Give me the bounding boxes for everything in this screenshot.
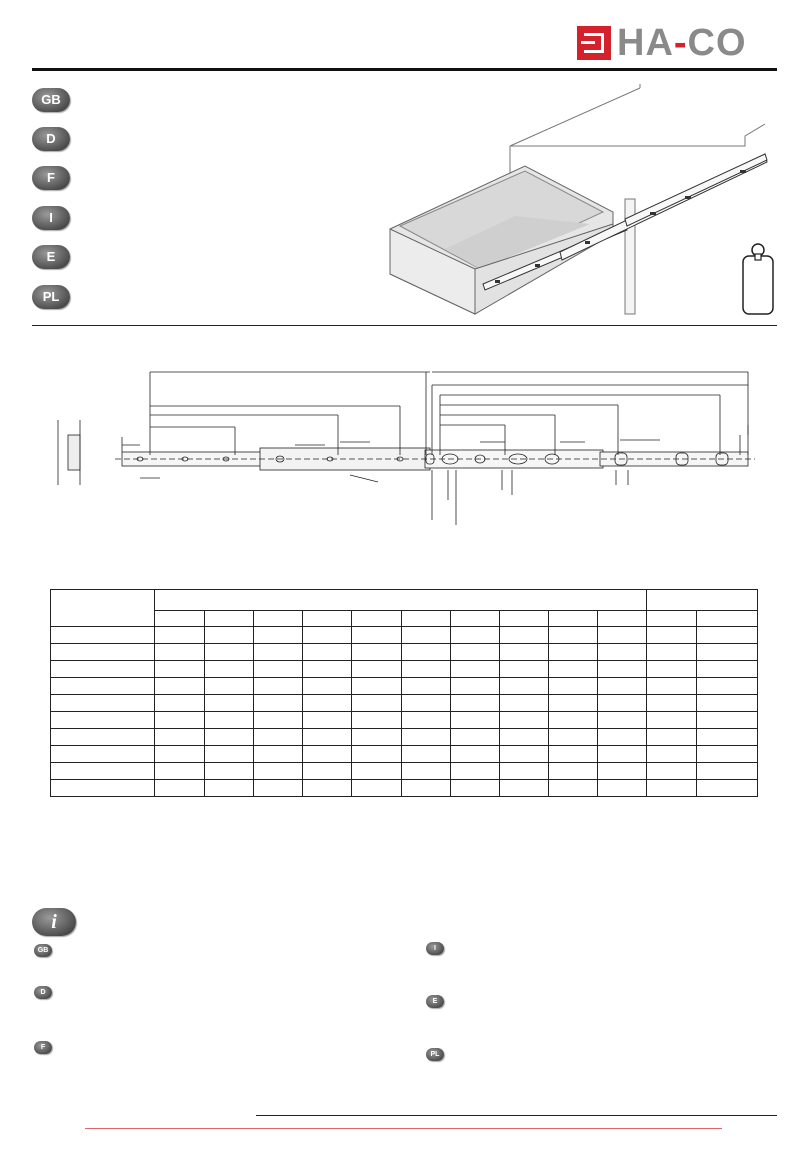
table-cell bbox=[500, 746, 549, 763]
table-cell bbox=[697, 729, 758, 746]
table-cell bbox=[254, 746, 303, 763]
table-cell bbox=[549, 729, 598, 746]
slide-technical-drawing bbox=[40, 360, 770, 530]
table-row bbox=[51, 746, 758, 763]
table-cell bbox=[451, 780, 500, 797]
table-cell bbox=[352, 661, 402, 678]
info-badge-d: D bbox=[34, 986, 52, 999]
table-cell bbox=[303, 678, 352, 695]
table-cell bbox=[451, 729, 500, 746]
table-cell bbox=[303, 763, 352, 780]
lang-badge-e: E bbox=[32, 245, 70, 269]
table-cell bbox=[500, 644, 549, 661]
table-cell bbox=[500, 712, 549, 729]
table-cell bbox=[303, 695, 352, 712]
table-cell bbox=[205, 678, 254, 695]
table-row bbox=[51, 678, 758, 695]
table-cell bbox=[598, 661, 647, 678]
table-cell bbox=[352, 780, 402, 797]
table-cell bbox=[549, 712, 598, 729]
table-cell bbox=[51, 763, 155, 780]
table-cell bbox=[352, 712, 402, 729]
table-cell bbox=[451, 644, 500, 661]
haco-logo-mark bbox=[577, 26, 611, 60]
table-cell bbox=[451, 712, 500, 729]
info-badge-f: F bbox=[34, 1041, 52, 1054]
table-cell bbox=[500, 763, 549, 780]
table-cell bbox=[402, 695, 451, 712]
table-row bbox=[51, 661, 758, 678]
table-cell bbox=[402, 627, 451, 644]
table-cell bbox=[549, 780, 598, 797]
table-cell bbox=[598, 780, 647, 797]
table-header-cell bbox=[402, 611, 451, 627]
haco-logo-wordmark: HA-CO bbox=[617, 22, 747, 64]
table-cell bbox=[155, 746, 205, 763]
table-cell bbox=[549, 763, 598, 780]
table-header-cell bbox=[549, 611, 598, 627]
table-cell bbox=[155, 695, 205, 712]
table-cell bbox=[352, 763, 402, 780]
table-cell bbox=[402, 661, 451, 678]
table-header-cell bbox=[500, 611, 549, 627]
table-cell bbox=[303, 712, 352, 729]
table-cell bbox=[647, 763, 697, 780]
table-cell bbox=[303, 644, 352, 661]
table-cell bbox=[155, 627, 205, 644]
table-cell bbox=[254, 678, 303, 695]
lang-badge-d: D bbox=[32, 127, 70, 151]
table-cell bbox=[155, 661, 205, 678]
haco-logo bbox=[577, 24, 777, 64]
table-header-cell bbox=[155, 611, 205, 627]
table-cell bbox=[500, 729, 549, 746]
table-cell bbox=[155, 712, 205, 729]
table-cell bbox=[697, 780, 758, 797]
table-cell bbox=[51, 729, 155, 746]
info-badge-gb: GB bbox=[34, 944, 52, 957]
table-cell bbox=[598, 627, 647, 644]
table-cell bbox=[155, 678, 205, 695]
table-cell bbox=[254, 712, 303, 729]
table-cell bbox=[451, 763, 500, 780]
table-cell bbox=[303, 746, 352, 763]
table-row bbox=[51, 712, 758, 729]
table-row bbox=[51, 695, 758, 712]
table-header-cell bbox=[697, 611, 758, 627]
table-cell bbox=[205, 780, 254, 797]
table-cell bbox=[647, 695, 697, 712]
table-cell bbox=[303, 780, 352, 797]
table-cell bbox=[205, 746, 254, 763]
table-header-cell bbox=[598, 611, 647, 627]
table-cell bbox=[697, 712, 758, 729]
table-cell bbox=[451, 678, 500, 695]
table-cell bbox=[549, 678, 598, 695]
footer-rule bbox=[256, 1115, 777, 1116]
table-cell bbox=[352, 695, 402, 712]
table-cell bbox=[205, 763, 254, 780]
table-cell bbox=[352, 678, 402, 695]
table-cell bbox=[254, 763, 303, 780]
table-cell bbox=[254, 661, 303, 678]
table-cell bbox=[402, 729, 451, 746]
section-rule bbox=[32, 325, 777, 326]
table-cell bbox=[697, 678, 758, 695]
table-cell bbox=[598, 763, 647, 780]
table-cell bbox=[205, 729, 254, 746]
table-body bbox=[51, 627, 758, 797]
spec-table bbox=[50, 589, 758, 797]
table-cell bbox=[254, 627, 303, 644]
table-cell bbox=[51, 780, 155, 797]
table-cell bbox=[549, 644, 598, 661]
table-cell bbox=[51, 627, 155, 644]
lang-badge-pl: PL bbox=[32, 285, 70, 309]
table-header-group-a bbox=[155, 590, 647, 611]
table-row bbox=[51, 627, 758, 644]
table-cell bbox=[205, 644, 254, 661]
table-cell bbox=[598, 678, 647, 695]
table-row bbox=[51, 780, 758, 797]
table-cell bbox=[598, 746, 647, 763]
table-cell bbox=[402, 644, 451, 661]
table-cell bbox=[647, 644, 697, 661]
table-header-cell bbox=[51, 590, 155, 627]
table-cell bbox=[254, 729, 303, 746]
table-cell bbox=[303, 627, 352, 644]
table-cell bbox=[451, 746, 500, 763]
table-header-cell bbox=[451, 611, 500, 627]
table-cell bbox=[697, 763, 758, 780]
table-cell bbox=[402, 763, 451, 780]
table-cell bbox=[51, 661, 155, 678]
table-cell bbox=[647, 627, 697, 644]
table-cell bbox=[352, 729, 402, 746]
table-cell bbox=[647, 729, 697, 746]
table-cell bbox=[549, 695, 598, 712]
table-cell bbox=[205, 661, 254, 678]
table-cell bbox=[155, 763, 205, 780]
table-row bbox=[51, 763, 758, 780]
table-cell bbox=[500, 695, 549, 712]
table-cell bbox=[352, 746, 402, 763]
table-cell bbox=[549, 627, 598, 644]
weight-tag-icon bbox=[743, 244, 773, 314]
table-cell bbox=[697, 746, 758, 763]
footer-accent-rule bbox=[85, 1128, 722, 1129]
table-cell bbox=[598, 729, 647, 746]
table-cell bbox=[647, 780, 697, 797]
table-cell bbox=[51, 695, 155, 712]
lang-badge-gb: GB bbox=[32, 88, 70, 112]
header-rule bbox=[32, 68, 777, 71]
table-cell bbox=[500, 678, 549, 695]
table-header-cell bbox=[303, 611, 352, 627]
table-cell bbox=[205, 695, 254, 712]
table-cell bbox=[647, 712, 697, 729]
table-cell bbox=[697, 695, 758, 712]
table-subheader-row bbox=[51, 611, 758, 627]
table-cell bbox=[254, 695, 303, 712]
table-cell bbox=[598, 712, 647, 729]
table-cell bbox=[352, 644, 402, 661]
table-cell bbox=[205, 712, 254, 729]
drawer-illustration bbox=[385, 84, 785, 324]
table-cell bbox=[549, 746, 598, 763]
table-cell bbox=[697, 627, 758, 644]
info-badge-pl: PL bbox=[426, 1048, 444, 1061]
table-row bbox=[51, 729, 758, 746]
table-cell bbox=[51, 678, 155, 695]
table-cell bbox=[598, 695, 647, 712]
table-cell bbox=[598, 644, 647, 661]
table-header-group-b bbox=[647, 590, 758, 611]
table-cell bbox=[155, 644, 205, 661]
info-badge-i: I bbox=[426, 942, 444, 955]
table-cell bbox=[697, 661, 758, 678]
table-row bbox=[51, 644, 758, 661]
table-cell bbox=[500, 780, 549, 797]
table-cell bbox=[451, 627, 500, 644]
table-cell bbox=[352, 627, 402, 644]
info-badge-e: E bbox=[426, 995, 444, 1008]
lang-badge-i: I bbox=[32, 206, 70, 230]
table-cell bbox=[402, 746, 451, 763]
table-header-cell bbox=[647, 611, 697, 627]
table-cell bbox=[647, 746, 697, 763]
table-cell bbox=[303, 661, 352, 678]
table-header-cell bbox=[352, 611, 402, 627]
table-cell bbox=[303, 729, 352, 746]
table-cell bbox=[51, 746, 155, 763]
table-header-cell bbox=[254, 611, 303, 627]
table-cell bbox=[155, 729, 205, 746]
info-icon: i bbox=[32, 908, 76, 936]
table-cell bbox=[451, 695, 500, 712]
table-header-cell bbox=[205, 611, 254, 627]
table-cell bbox=[451, 661, 500, 678]
table-cell bbox=[647, 661, 697, 678]
table-cell bbox=[402, 712, 451, 729]
table-cell bbox=[51, 712, 155, 729]
table-cell bbox=[205, 627, 254, 644]
table-cell bbox=[549, 661, 598, 678]
table-cell bbox=[254, 780, 303, 797]
table-cell bbox=[500, 661, 549, 678]
table-cell bbox=[155, 780, 205, 797]
table-cell bbox=[500, 627, 549, 644]
table-header-row bbox=[51, 590, 758, 611]
table-cell bbox=[51, 644, 155, 661]
table-cell bbox=[402, 678, 451, 695]
lang-badge-f: F bbox=[32, 166, 70, 190]
table-cell bbox=[402, 780, 451, 797]
table-cell bbox=[647, 678, 697, 695]
table-cell bbox=[697, 644, 758, 661]
table-cell bbox=[254, 644, 303, 661]
